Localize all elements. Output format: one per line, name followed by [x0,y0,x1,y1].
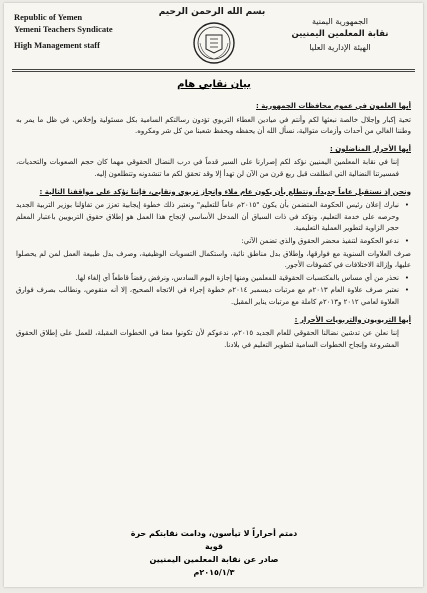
paragraph: إننا نعلن عن تدشين نضالنا الحقوقي للعام الجديد ٢٠١٥م، ندعوكم لأن تكونوا معنا في الخطوات المقبلة، للعمل على إطلاق الحقوق المشروعة وإنجاح الخطوات السامية لتطوير التعليم في بلادنا. [16,329,399,349]
section-heading: أيها العلمون في عموم محافظات الجمهورية : [255,102,411,110]
document-title: بيان نقابي هام [177,79,251,90]
bullet-item: • نبارك إعلان رئيس الحكومة المتضمن بأن يكون "٢٠١٥م عاماً للتعليم" ونعتبر ذلك خطوة إيجابية تعزز من تفاؤلنا بوزير التربية الجديد وحرصه على خدمة التعليم، ونؤكد في ذات السياق أن المدخل الأساسي لإنجاح هذا العمل هو إطلاق حقوق التربويين باعتبار المعلم حجر الزاوية لتطوير العملية التعليمية. [16,200,411,235]
bullet-item: • نعتبر صرف علاوة العام ٢٠١٣م مع مرتبات ديسمبر ٢٠١٤م خطوة إجراء في الاتجاه الصحيح، إلا أنه منقوص، ونطالب بصرف فوارق العلاوة لعامي ٢٠١٢ و٢٠١٣م كاملة مع مرتبات يناير المقبل. [16,285,411,308]
closing-date: ٢٠١٥/١/٣م [193,568,235,577]
basmala: بسم الله الرحمن الرحيم [158,7,266,17]
document-page [4,3,423,587]
header-dept-ar: الهيئة الإدارية العليا [309,43,371,52]
header-dept: High Management staff [14,40,100,50]
document-body [16,101,411,351]
bullet-item: • نحذر من أي مساس بالمكتسبات الحقوقية للمعلمين ومنها إجازة اليوم السادس، ونرفض رفضاً قاطعاً أي إلغاء لها. [16,273,411,285]
header-country: Republic of Yemen [14,12,83,22]
syndicate-logo-icon [192,21,236,65]
paragraph: صرف العلاوات السنوية مع فوارقها، وإطلاق بدل مناطق نائية، واستكمال التسويات الوظيفية، وصرف بدل طبيعة العمل لمن لم يحصلوا عليها، وإزالة الاختلافات في كشوفات الأجور. [16,249,411,270]
header-org-ar: نقابة المعلمين اليمنيين [291,29,389,39]
header-org: Yemeni Teachers Syndicate [14,24,113,34]
closing-line: دمتم أحراراً لا تيأسون، ودامت نقابتكم حرة قوية [130,529,298,551]
header-country-ar: الجمهورية اليمنية [311,17,368,26]
bullet-item: • ندعو الحكومة لتنفيذ محضر الحقوق والذي تضمن الآتي: [16,236,411,248]
header-divider [12,71,415,72]
header-divider [12,69,415,70]
paragraph: إننا في نقابة المعلمين اليمنيين نؤكد لكم إصرارنا على السير قدماً في درب النضال الحقوقي مهما كان حجم الصعوبات والتحديات، فمسيرتنا النضالية التي انطلقت قبل ربع قرن من الآن لن تهدأ إلا وقد تحقق لكم ما تنشدونه وتتطلعون إليه. [16,158,399,178]
header-english [14,11,113,51]
section-heading: أيها الأحرار المناضلون : [329,144,411,153]
closing-signature [124,527,304,579]
section-heading: أيها التربويون والتربويات الأحرار : [294,315,411,324]
closing-issuer: صادر عن نقابة المعلمين اليمنيين [149,555,279,564]
paragraph: تحية إكبار وإجلال خالصة نبعثها لكم وأنتم في ميادين العطاء التربوي تؤدون رسالتكم السامية بكل مسئولية وإخلاص، في ظل ما يمر به وطننا الغالي من أحداث وأزمات متوالية، نسأل الله أن يحفظه ويحفظ شعبنا من كل شر ومكروه. [16,115,411,136]
header-arabic [275,15,405,54]
section-heading: ونحن إذ نستقبل عاماً جديداً، ونتطلع بأن يكون عام ملاء وإنجاز تربوي ونقابي، فإننا نؤكد على مواقفنا التالية : [39,187,411,196]
